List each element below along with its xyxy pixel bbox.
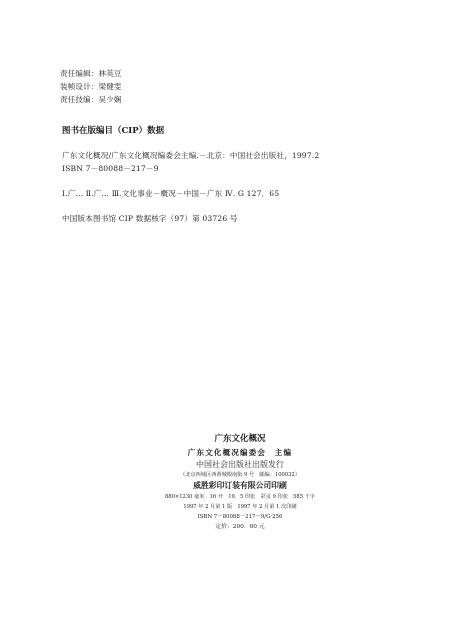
printer: 威胜彩印订装有限公司印刷: [193, 481, 287, 491]
book-editor: 广东文化概况编委会 主编: [187, 447, 293, 457]
credit-designer: 装帧设计：梁健雯: [60, 82, 122, 91]
colophon-isbn: ISBN 7－80088－217－9/G·256: [197, 514, 283, 521]
cip-heading: 图书在版编目（CIP）数据: [62, 126, 165, 136]
publisher-address: （北京西城区西黄城根南街 9 号 邮编：100032）: [180, 472, 300, 478]
cip-subjects: Ⅰ.广… Ⅱ.广… Ⅲ.文化事业－概况－中国－广东 Ⅳ. G 127．65: [62, 189, 280, 198]
cip-record-number: 中国版本图书馆 CIP 数据核字（97）第 03726 号: [62, 214, 238, 223]
credit-editor: 责任编辑：林英豆: [60, 69, 122, 78]
book-specs: 880×1230 毫米 16 开 19．5 印张 彩页 9 印张 585 千字: [164, 494, 316, 500]
credit-technical-editor: 责任技编：吴少娴: [60, 95, 122, 104]
cip-isbn: ISBN 7－80088－217－9: [62, 164, 159, 173]
publisher: 中国社会出版社出版发行: [196, 460, 284, 469]
cip-citation: 广东文化概况/广东文化概况编委会主编.－北京：中国社会出版社，1997.2: [62, 151, 320, 160]
price: 定价：200．00 元: [215, 523, 265, 530]
colophon-block: [160, 435, 320, 531]
book-title: 广东文化概况: [214, 434, 266, 444]
edition-info: 1997 年 2 月第 1 版 1997 年 2 月第 1 次印刷: [183, 504, 297, 511]
